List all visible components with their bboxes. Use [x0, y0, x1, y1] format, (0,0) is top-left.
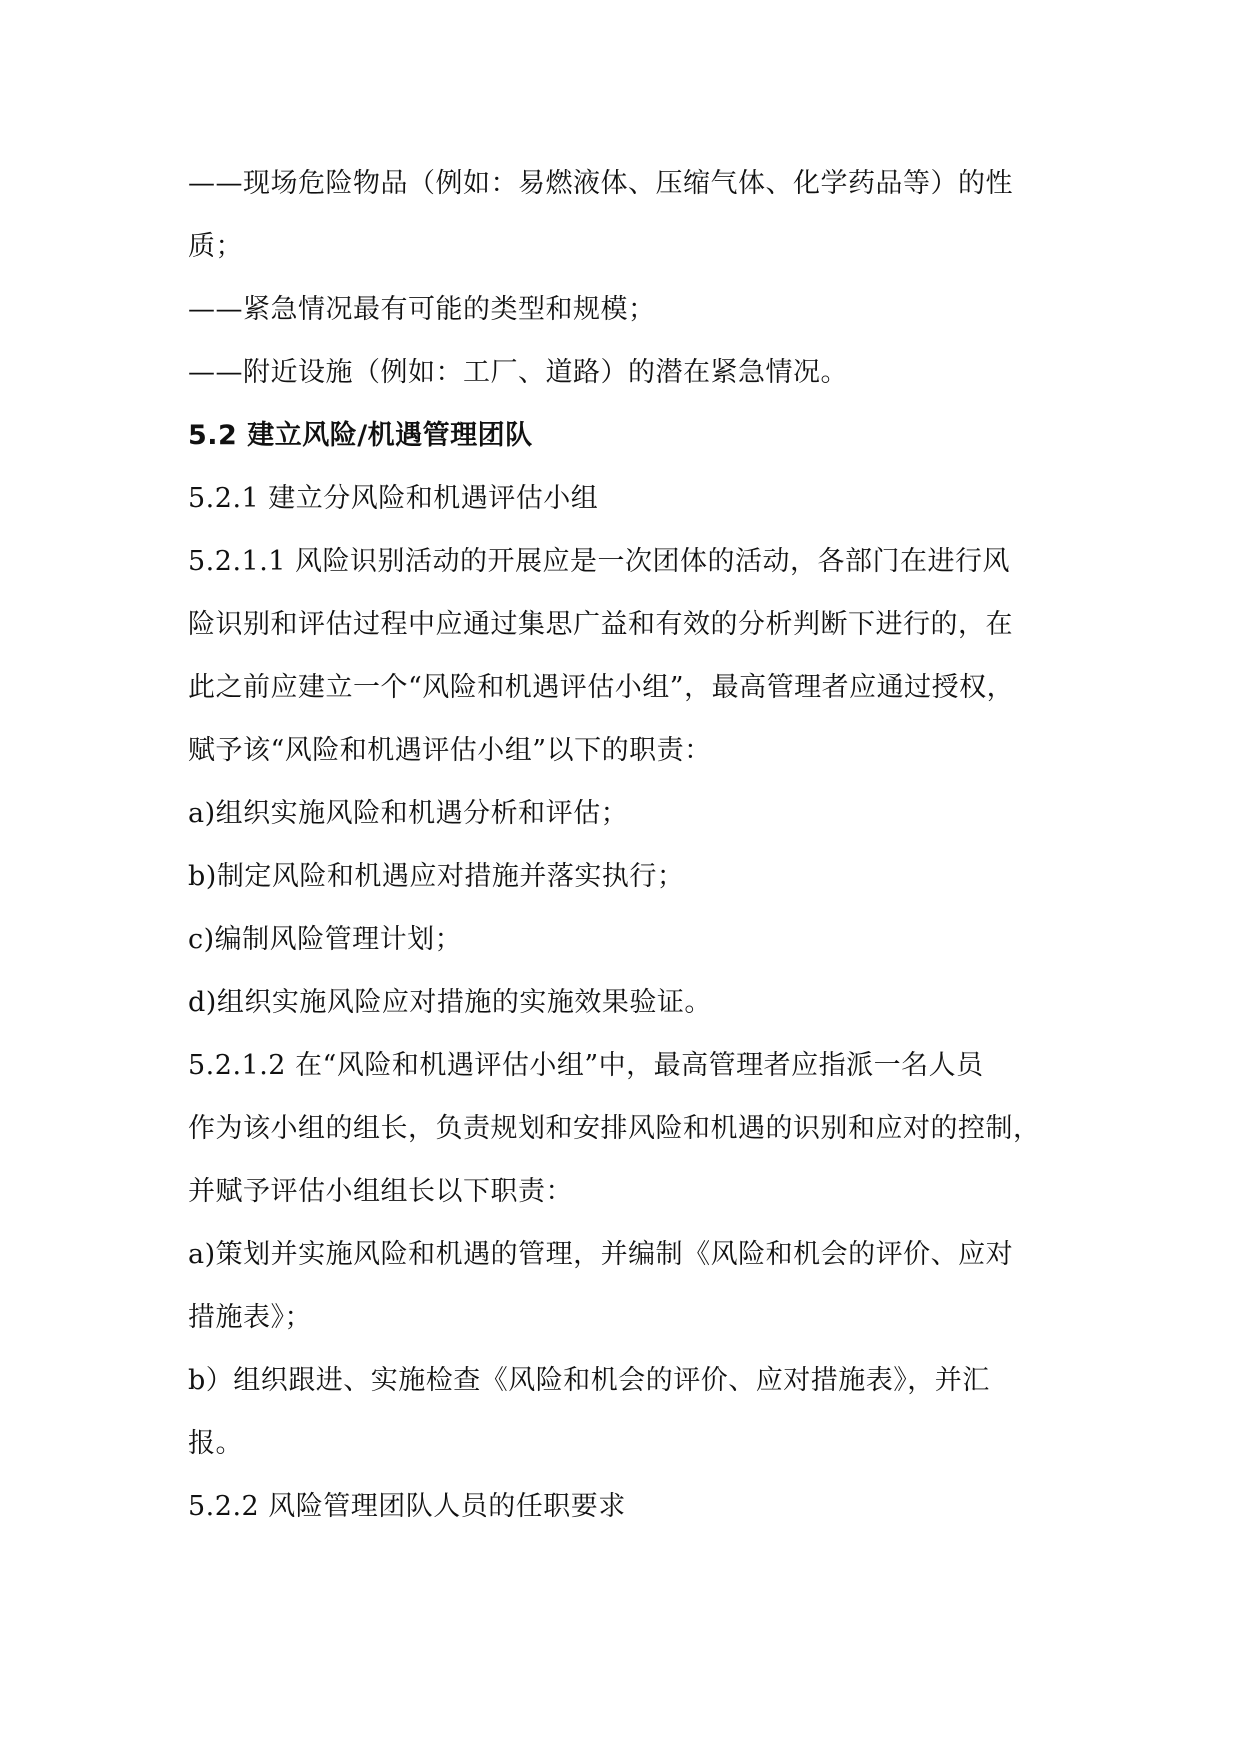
- section-heading-5-2: 5.2 建立风险/机遇管理团队: [188, 420, 533, 451]
- list-item-d: d)组织实施风险应对措施的实施效果验证。: [188, 987, 712, 1018]
- paragraph-5-2-1-2-line-1: 5.2.1.2 在“风险和机遇评估小组”中，最高管理者应指派一名人员: [188, 1050, 984, 1081]
- list-item-b: b)制定风险和机遇应对措施并落实执行；: [188, 861, 685, 892]
- paragraph-5-2-1-1-line-4: 赋予该“风险和机遇评估小组”以下的职责：: [188, 735, 712, 766]
- list-item-c: c)编制风险管理计划；: [188, 924, 463, 955]
- duty-item-b-line-2: 报。: [188, 1428, 243, 1459]
- list-item-a: a)组织实施风险和机遇分析和评估；: [188, 798, 629, 829]
- paragraph-5-2-1-1-line-2: 险识别和评估过程中应通过集思广益和有效的分析判断下进行的，在: [188, 609, 1013, 640]
- subsection-heading-5-2-2: 5.2.2 风险管理团队人员的任职要求: [188, 1491, 626, 1522]
- paragraph-5-2-1-2-line-3: 并赋予评估小组组长以下职责：: [188, 1176, 573, 1207]
- hazard-materials-line-cont: 质；: [188, 231, 243, 262]
- emergency-types-line: ——紧急情况最有可能的类型和规模；: [188, 294, 656, 325]
- subsection-heading-5-2-1: 5.2.1 建立分风险和机遇评估小组: [188, 483, 599, 514]
- duty-item-a-line-2: 措施表》；: [188, 1302, 312, 1333]
- hazard-materials-line: ——现场危险物品（例如：易燃液体、压缩气体、化学药品等）的性: [188, 168, 1013, 199]
- duty-item-b-line-1: b）组织跟进、实施检查《风险和机会的评价、应对措施表》，并汇: [188, 1365, 990, 1396]
- nearby-facilities-line: ——附近设施（例如：工厂、道路）的潜在紧急情况。: [188, 357, 848, 388]
- paragraph-5-2-1-2-line-2: 作为该小组的组长，负责规划和安排风险和机遇的识别和应对的控制，: [188, 1113, 1041, 1144]
- paragraph-5-2-1-1-line-1: 5.2.1.1 风险识别活动的开展应是一次团体的活动，各部门在进行风: [188, 546, 1011, 577]
- duty-item-a-line-1: a)策划并实施风险和机遇的管理，并编制《风险和机会的评价、应对: [188, 1239, 1014, 1270]
- paragraph-5-2-1-1-line-3: 此之前应建立一个“风险和机遇评估小组”，最高管理者应通过授权，: [188, 672, 1015, 703]
